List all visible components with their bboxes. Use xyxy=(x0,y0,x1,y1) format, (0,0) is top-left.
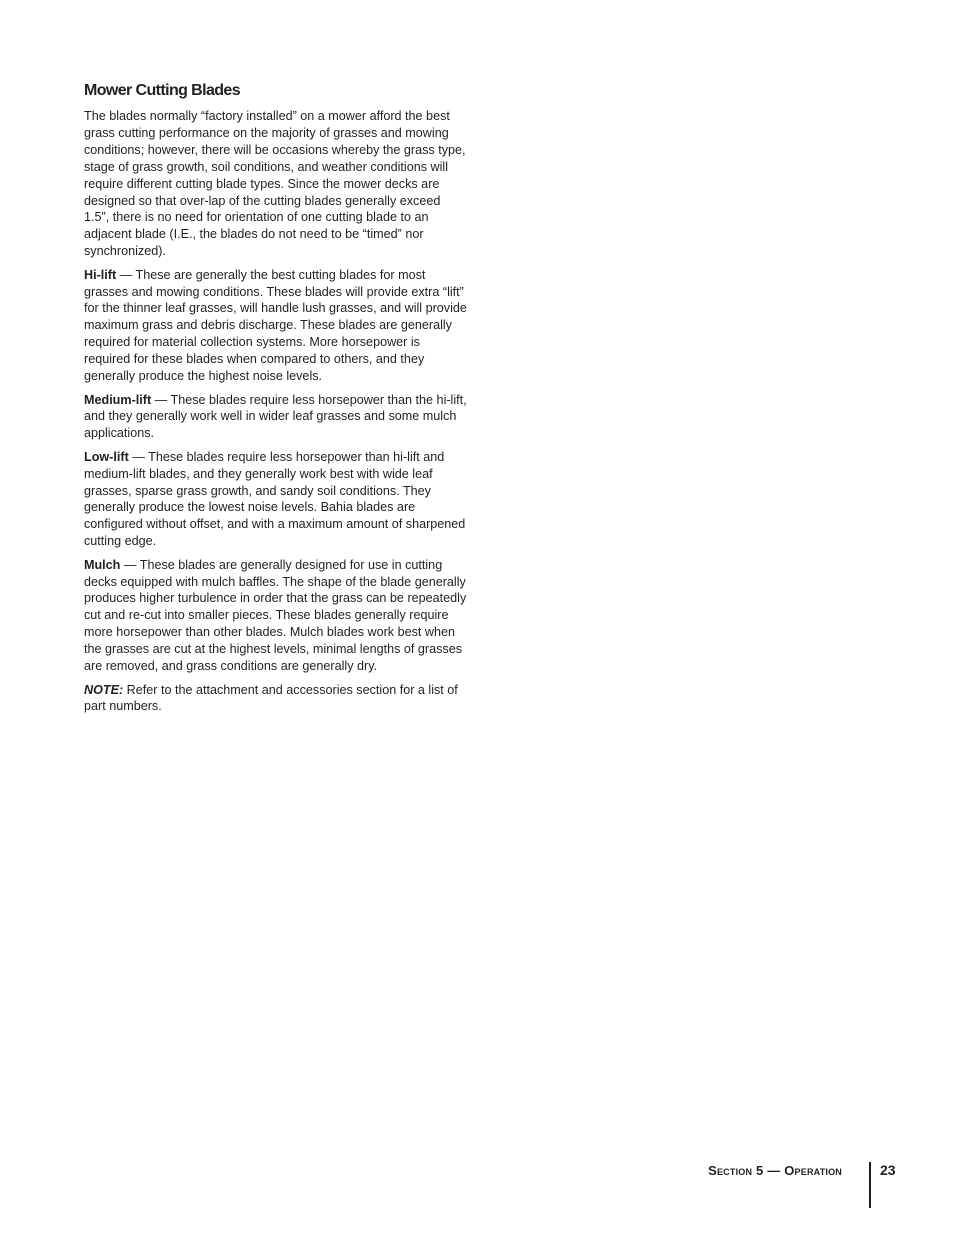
blade-hi-lift-paragraph xyxy=(84,267,468,385)
blade-description: — These blades require less horsepower than the hi-lift, and they generally work well in wider leaf grasses and some mulch applications. xyxy=(84,392,467,441)
footer-section-label: Section 5 — Operation xyxy=(708,1163,842,1178)
blade-term: Mulch xyxy=(84,557,121,572)
main-column xyxy=(84,80,468,722)
blade-description: — These blades are generally designed for use in cutting decks equipped with mulch baffles. The shape of the blade generally produces higher turbulence in order that the grass can be repeatedly cut and re-cut into smaller pieces. These blades generally require more horsepower than other blades. Mulch blades work best when the grasses are cut at the highest levels, minimal lengths of grasses are removed, and grass conditions are generally dry. xyxy=(84,557,467,674)
blade-description: — These blades require less horsepower than hi-lift and medium-lift blades, and they generally work best with wide leaf grasses, sparse grass growth, and sandy soil conditions. They generally produce the lowest noise levels. Bahia blades are configured without offset, and with a maximum amount of sharpened cutting edge. xyxy=(84,449,466,549)
footer-divider xyxy=(869,1162,871,1208)
note-text: Refer to the attachment and accessories section for a list of part numbers. xyxy=(84,682,458,714)
note-label: NOTE: xyxy=(84,682,124,697)
blade-term: Hi-lift xyxy=(84,267,117,282)
page-footer xyxy=(0,1162,954,1208)
blade-term: Low-lift xyxy=(84,449,129,464)
page-number: 23 xyxy=(880,1162,896,1178)
blade-medium-lift-paragraph xyxy=(84,392,468,443)
intro-paragraph: The blades normally “factory installed” on a mower afford the best grass cutting performance on the majority of grasses and mowing conditions; however, there will be occasions whereby the grass type, stage of grass growth, soil conditions, and weather conditions will require different cutting blade types. Since the mower decks are designed so that over-lap of the cutting blades generally exceed 1.5”, there is no need for orientation of one cutting blade to an adjacent blade (I.E., the blades do not need to be “timed” nor synchronized). xyxy=(84,109,466,259)
blade-term: Medium-lift xyxy=(84,392,152,407)
section-heading: Mower Cutting Blades xyxy=(84,82,241,99)
blade-description: — These are generally the best cutting blades for most grasses and mowing conditions. These blades will provide extra “lift” for the thinner leaf grasses, will handle lush grasses, and will provide maximum grass and debris discharge. These blades are generally required for material collection systems. More horsepower is required for these blades when compared to others, and they generally produce the highest noise levels. xyxy=(84,267,467,384)
blade-mulch-paragraph xyxy=(84,557,468,675)
blade-low-lift-paragraph xyxy=(84,449,468,550)
note-paragraph xyxy=(84,682,468,716)
